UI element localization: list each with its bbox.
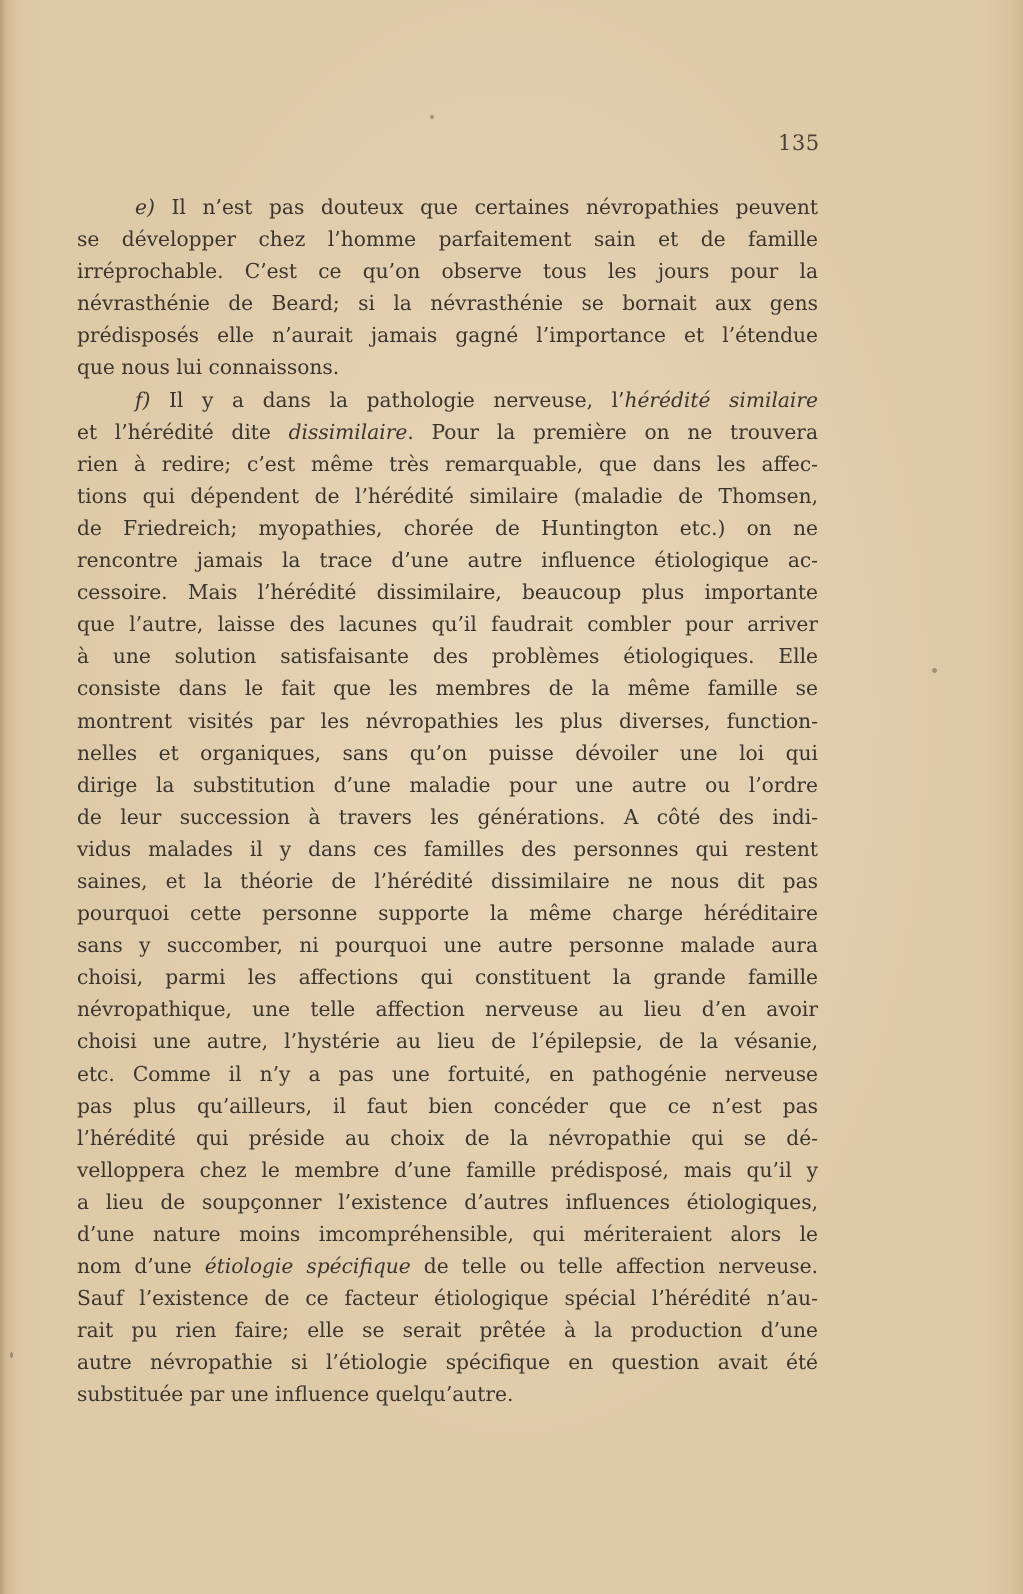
text-line: névrasthénie de Beard; si la névrasthénie se bornait aux gens bbox=[77, 291, 818, 316]
emphasis: hérédité similaire bbox=[624, 387, 818, 412]
text-line: choisi une autre, l’hystérie au lieu de l’épilepsie, de la vésanie, bbox=[77, 1029, 818, 1054]
text-line: et l’hérédité dite dissimilaire. Pour la première on ne trouvera bbox=[77, 419, 818, 444]
paragraph-label: e) bbox=[135, 195, 155, 219]
text-line: rait pu rien faire; elle se serait prêtée à la production d’une bbox=[77, 1318, 818, 1343]
text-line: velloppera chez le membre d’une famille prédisposé, mais qu’il y bbox=[77, 1157, 818, 1182]
text-line: Sauf l’existence de ce facteur étiologique spécial l’hérédité n’au- bbox=[77, 1286, 818, 1311]
text-line: d’une nature moins imcompréhensible, qui mériteraient alors le bbox=[77, 1222, 818, 1246]
paragraph-f bbox=[77, 384, 818, 1411]
paper-speck bbox=[430, 115, 434, 119]
text-line: choisi, parmi les affections qui constituent la grande famille bbox=[77, 965, 818, 990]
text-line: substituée par une influence quelqu’autre. bbox=[77, 1382, 514, 1407]
paragraph-e bbox=[77, 191, 818, 384]
text-line: consiste dans le fait que les membres de la même famille se bbox=[77, 676, 818, 701]
text-line: sans y succomber, ni pourquoi une autre personne malade aura bbox=[77, 933, 818, 958]
text-line: que l’autre, laisse des lacunes qu’il faudrait combler pour arriver bbox=[77, 612, 818, 637]
text-line: nelles et organiques, sans qu’on puisse dévoiler une loi qui bbox=[77, 740, 818, 765]
text-line: de leur succession à travers les générations. A côté des indi- bbox=[77, 804, 818, 829]
text-line: cessoire. Mais l’hérédité dissimilaire, beaucoup plus importante bbox=[77, 580, 818, 605]
text-line: autre névropathie si l’étiologie spécifique en question avait été bbox=[77, 1350, 818, 1375]
text-line: que nous lui connaissons. bbox=[77, 355, 340, 380]
text-line: se développer chez l’homme parfaitement sain et de famille bbox=[77, 227, 818, 252]
text-line: de Friedreich; myopathies, chorée de Huntington etc.) on ne bbox=[77, 515, 818, 540]
text-line: rien à redire; c’est même très remarquable, que dans les affec- bbox=[77, 451, 818, 476]
text-line: a lieu de soupçonner l’existence d’autres influences étiologiques, bbox=[77, 1189, 818, 1214]
text-line: etc. Comme il n’y a pas une fortuité, en pathogénie nerveuse bbox=[77, 1061, 818, 1086]
text-line: montrent visités par les névropathies les plus diverses, function- bbox=[77, 708, 818, 733]
paper-speck bbox=[932, 668, 937, 673]
paper-speck bbox=[10, 1352, 13, 1358]
text-line: rencontre jamais la trace d’une autre influence étiologique ac- bbox=[77, 548, 818, 573]
text-line: e) Il n’est pas douteux que certaines névropathies peuvent bbox=[135, 195, 818, 219]
text-line: saines, et la théorie de l’hérédité dissimilaire ne nous dit pas bbox=[77, 868, 818, 893]
text-line: tions qui dépendent de l’hérédité similaire (maladie de Thomsen, bbox=[77, 483, 818, 508]
emphasis: étiologie spécifique bbox=[204, 1254, 411, 1279]
text-line: névropathique, une telle affection nerveuse au lieu d’en avoir bbox=[77, 997, 818, 1022]
text-line: nom d’une étiologie spécifique de telle ou telle affection nerveuse. bbox=[77, 1254, 818, 1279]
text-line: irréprochable. C’est ce qu’on observe tous les jours pour la bbox=[77, 259, 818, 284]
text-line: pas plus qu’ailleurs, il faut bien concéder que ce n’est pas bbox=[77, 1093, 818, 1118]
page-number: 135 bbox=[778, 131, 820, 155]
text-line: dirige la substitution d’une maladie pour une autre ou l’ordre bbox=[77, 772, 818, 797]
paragraph-label: f) bbox=[135, 387, 151, 412]
emphasis: dissimilaire bbox=[288, 419, 408, 444]
text-line: prédisposés elle n’aurait jamais gagné l’importance et l’étendue bbox=[77, 323, 818, 348]
body-text bbox=[77, 191, 818, 1411]
text-line: l’hérédité qui préside au choix de la névropathie qui se dé- bbox=[77, 1125, 818, 1150]
text-line: f) Il y a dans la pathologie nerveuse, l’hérédité similaire bbox=[135, 387, 818, 412]
text-line: à une solution satisfaisante des problèmes étiologiques. Elle bbox=[77, 644, 818, 669]
text-line: vidus malades il y dans ces familles des personnes qui restent bbox=[77, 836, 818, 861]
text-line: pourquoi cette personne supporte la même charge héréditaire bbox=[77, 901, 818, 926]
